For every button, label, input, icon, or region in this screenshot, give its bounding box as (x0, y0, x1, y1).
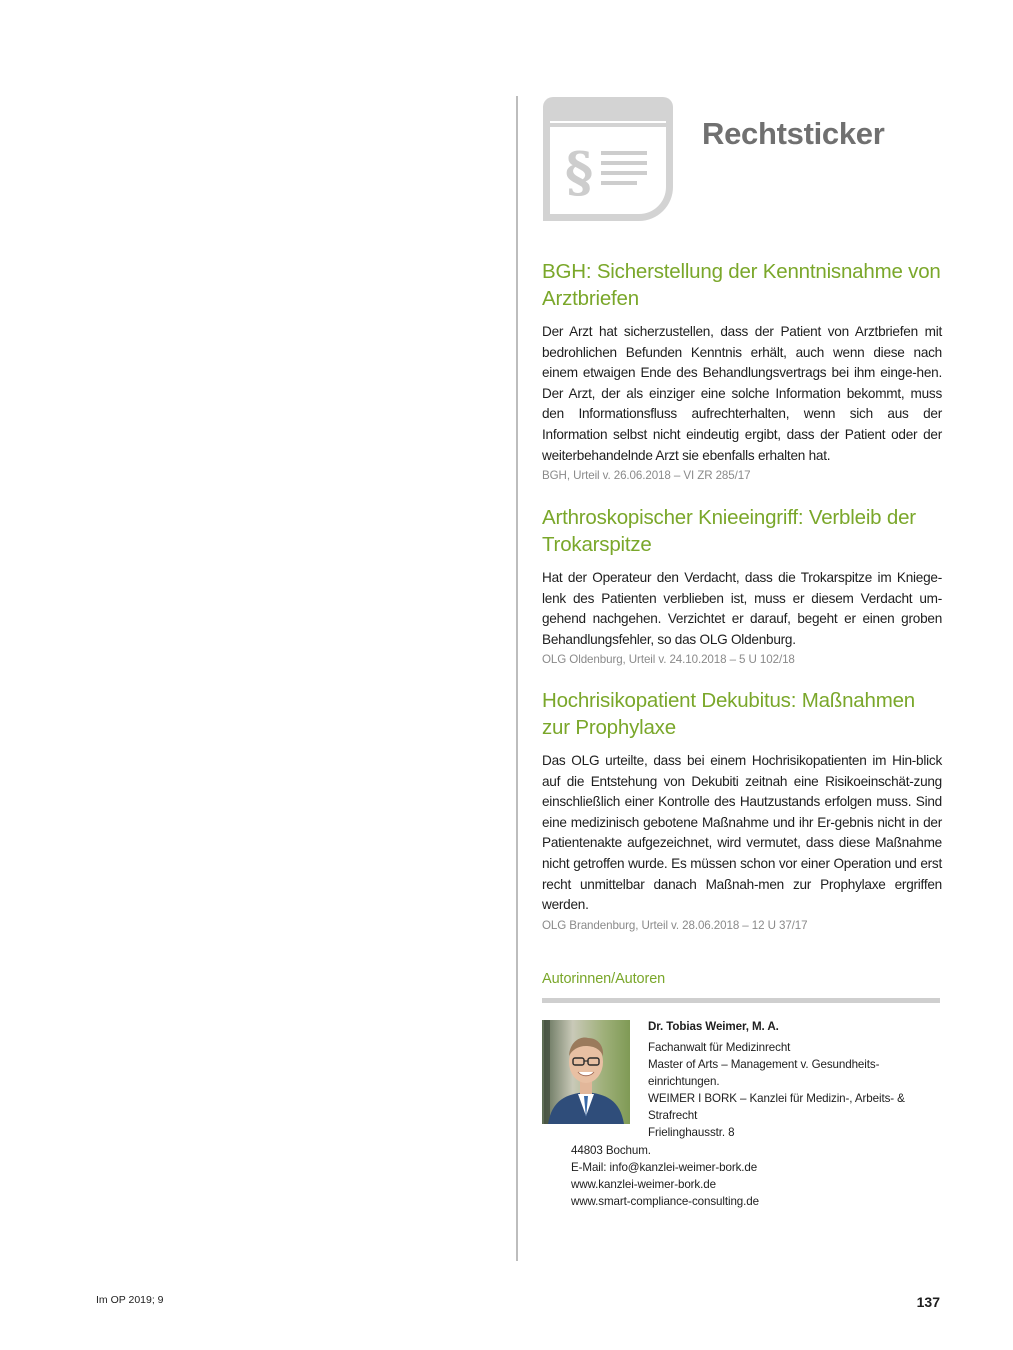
journal-citation: Im OP 2019; 9 (96, 1294, 164, 1306)
paragraph-document-icon (541, 95, 675, 223)
author-email: E-Mail: info@kanzlei-weimer-bork.de (571, 1161, 758, 1174)
author-line: Frielinghausstr. 8 (648, 1126, 735, 1139)
article-source: OLG Brandenburg, Urteil v. 28.06.2018 – 12 U 37/17 (542, 918, 808, 932)
article-body: Hat der Operateur den Verdacht, dass die Trokarspitze im Kniege-lenk des Patienten verblieben ist, muss er diesem Verdacht um-gehend nachgehen. Verzichtet er darauf, begeht er einen groben Behandlungsfehler, so das OLG Oldenburg. (542, 570, 942, 647)
paragraph-symbol: § (565, 140, 594, 204)
author-name: Dr. Tobias Weimer, M. A. (648, 1020, 779, 1033)
page-number: 137 (916, 1294, 940, 1310)
author-city: 44803 Bochum. (571, 1144, 651, 1157)
section-title: Rechtsticker (702, 116, 885, 151)
article-2 (542, 504, 942, 669)
column-divider (516, 96, 518, 1261)
article-body: Das OLG urteilte, dass bei einem Hochrisikopatienten im Hin-blick auf die Entstehung von Dekubiti zeitnah eine Risikoeinschät-zung einschließlich einer Kontrolle des Hautzustands erfolgen muss. Sind eine medizinisch gebotene Maßnahme und ihr Er-gebnis nicht in der Patientenakte aufgezeichnet, wird vermutet, dass diese Maßnahme nicht getroffen wurde. Es müssen schon vor einer Operation und erst recht unmittelbar danach Maßnah-men zur Prophylaxe ergriffen werden. (542, 753, 942, 913)
author-website: www.kanzlei-weimer-bork.de (571, 1178, 716, 1191)
authors-heading: Autorinnen/Autoren (542, 971, 666, 987)
author-photo (542, 1020, 630, 1124)
author-website: www.smart-compliance-consulting.de (571, 1195, 759, 1208)
article-title: Hochrisikopatient Dekubitus: Maßnahmen zur Prophylaxe (542, 689, 915, 739)
article-source: BGH, Urteil v. 26.06.2018 – VI ZR 285/17 (542, 469, 751, 483)
article-3 (542, 687, 942, 935)
article-1 (542, 258, 942, 485)
author-line: WEIMER I BORK – Kanzlei für Medizin-, Arbeits- & Strafrecht (648, 1092, 905, 1122)
authors-divider (542, 998, 940, 1003)
author-contact (571, 1142, 759, 1210)
author-line: Master of Arts – Management v. Gesundheits-einrichtungen. (648, 1058, 880, 1088)
article-source: OLG Oldenburg, Urteil v. 24.10.2018 – 5 U 102/18 (542, 653, 795, 667)
article-title: Arthroskopischer Knieeingriff: Verbleib der Trokarspitze (542, 506, 916, 556)
author-details (648, 1018, 940, 1141)
article-body: Der Arzt hat sicherzustellen, dass der Patient von Arztbriefen mit bedrohlichen Befunden Kenntnis erhält, auch wenn diese nach einem etwaigen Ende des Behandlungsvertrags bei ihm einge-hen. Der Arzt, der als einziger eine solche Information bekommt, muss den Informationsfluss aufrechterhalten, wenn sich aus der Information selbst nicht eindeutig ergibt, dass der Patient oder der weiterbehandelnde Arzt sie ebenfalls erhalten hat. (542, 324, 942, 463)
article-title: BGH: Sicherstellung der Kenntnisnahme von Arztbriefen (542, 260, 941, 310)
author-line: Fachanwalt für Medizinrecht (648, 1041, 791, 1054)
